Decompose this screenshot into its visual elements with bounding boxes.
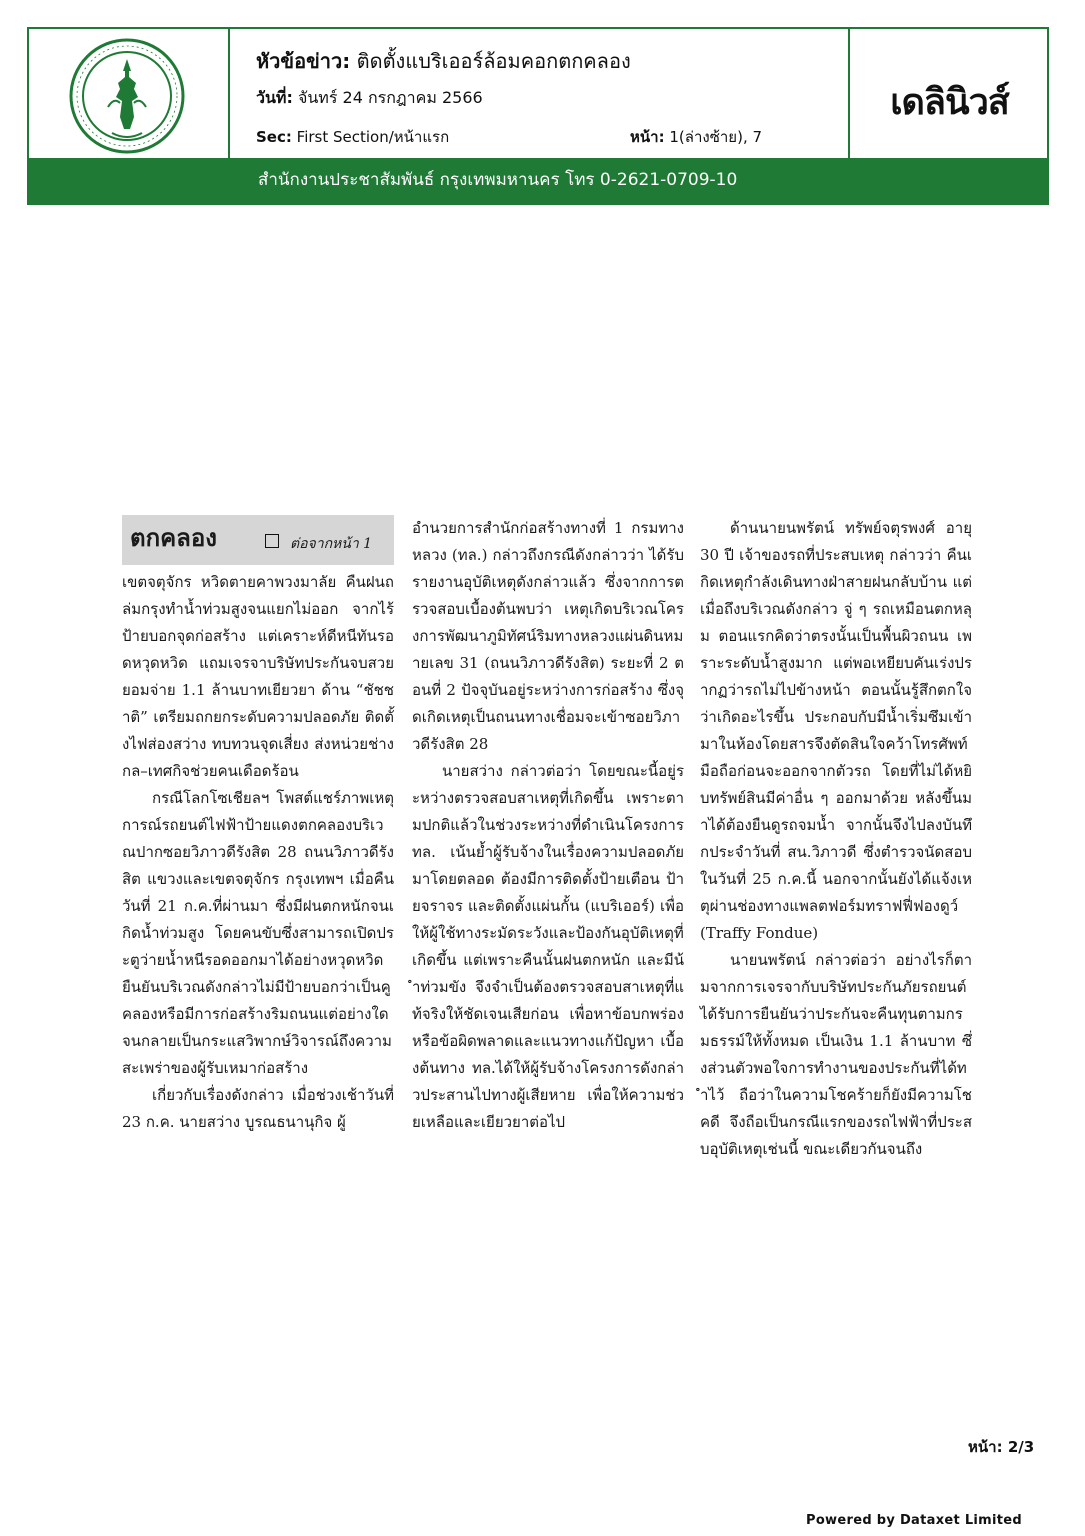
header-top-row (29, 29, 1047, 160)
logo-cell (29, 29, 230, 160)
article-column-1 (122, 515, 394, 1136)
page-ref-line (630, 125, 762, 149)
kicker-banner (122, 515, 394, 565)
section-label: Sec: (256, 128, 292, 146)
headline-line (256, 45, 631, 77)
paragraph: อำนวยการสำนักก่อสร้างทางที่ 1 กรมทางหลวง (ทล.) กล่าวถึงกรณีดังกล่าวว่า ได้รับรายงานอุบัติเหตุดังกล่าวแล้ว ซึ่งจากการตรวจสอบเบื้องต้นพบว่า เหตุเกิดบริเวณโครงการพัฒนาภูมิทัศน์ริมทางหลวงแผ่นดินหมายเลข 31 (ถนนวิภาวดีรังสิต) ระยะที่ 2 ตอนที่ 2 ปัจจุบันอยู่ระหว่างการก่อสร้าง ซึ่งจุดเกิดเหตุเป็นถนนทางเชื่อมจะเข้าซอยวิภาวดีรังสิต 28 (412, 519, 684, 753)
powered-by-credit: Powered by Dataxet Limited (806, 1513, 1023, 1528)
header-info (230, 29, 848, 160)
page-number (968, 1435, 1034, 1459)
section-line (256, 125, 449, 149)
page-number-value: 2/3 (1007, 1438, 1035, 1456)
date-line (256, 86, 483, 111)
paragraph: กรณีโลกโซเชียลฯ โพสต์แชร์ภาพเหตุการณ์รถยนต์ไฟฟ้าป้ายแดงตกคลองบริเวณปากซอยวิภาวดีรังสิต 28 ถนนวิภาวดีรังสิต แขวงและเขตจตุจักร กรุงเทพฯ เมื่อคืนวันที่ 21 ก.ค.ที่ผ่านมา ซึ่งมีฝนตกหนักจนเกิดน้ำท่วมสูง โดยคนขับซึ่งสามารถเปิดประตูว่ายน้ำหนีรอดออกมาได้อย่างหวุดหวิด ยืนยันบริเวณดังกล่าวไม่มีป้ายบอกว่าเป็นคูคลองหรือมีการก่อสร้างริมถนนแต่อย่างใด จนกลายเป็นกระแสวิพากษ์วิจารณ์ถึงความสะเพร่าของผู้รับเหมาก่อสร้าง (122, 789, 394, 1077)
clipping-header (27, 27, 1049, 205)
paragraph: เขตจตุจักร หวิดตายคาพวงมาลัย คืนฝนถล่มกรุงทำน้ำท่วมสูงจนแยกไม่ออก จากไร้ป้ายบอกจุดก่อสร้าง แต่เคราะห์ดีหนีทันรอดหวุดหวิด แถมเจรจาบริษัทประกันจบสวย ยอมจ่าย 1.1 ล้านบาทเยียวยา ด้าน “ชัชชาติ” เตรียมถกยกระดับความปลอดภัย ติดตั้งไฟส่องสว่าง ทบทวนจุดเสี่ยง ส่งหน่วยช่างกล–เทศกิจช่วยคนเดือดร้อน (122, 573, 394, 780)
paragraph: เกี่ยวกับเรื่องดังกล่าว เมื่อช่วงเช้าวันที่ 23 ก.ค. นายสว่าง บูรณธนานุกิจ ผู้ (122, 1086, 394, 1131)
page-ref-label: หน้า: (630, 128, 665, 146)
page-number-label: หน้า: (968, 1438, 1003, 1456)
square-bullet-icon (265, 534, 279, 548)
bma-seal-logo (68, 37, 186, 155)
paragraph: ด้านนายนพรัตน์ ทรัพย์จตุรพงศ์ อายุ 30 ปี เจ้าของรถที่ประสบเหตุ กล่าวว่า คืนเกิดเหตุกำลังเดินทางฝ่าสายฝนกลับบ้าน แต่เมื่อถึงบริเวณดังกล่าว จู่ ๆ รถเหมือนตกหลุม ตอนแรกคิดว่าตรงนั้นเป็นพื้นผิวถนน เพราะระดับน้ำสูงมาก แต่พอเหยียบคันเร่งปรากฏว่ารถไม่ไปข้างหน้า ตอนนั้นรู้สึกตกใจว่าเกิดอะไรขึ้น ประกอบกับมีน้ำเริ่มซึมเข้ามาในห้องโดยสารจึงตัดสินใจคว้าโทรศัพท์มือถือก่อนจะออกจากตัวรถ โดยที่ไม่ได้หยิบทรัพย์สินมีค่าอื่น ๆ ออกมาด้วย หลังขึ้นมาได้ต้องยืนดูรถจมน้ำ จากนั้นจึงไปลงบันทึกประจำวันที่ สน.วิภาวดี ซึ่งตำรวจนัดสอบในวันที่ 25 ก.ค.นี้ นอกจากนั้นยังได้แจ้งเหตุผ่านช่องทางแพลตฟอร์มทราฟฟี่ฟองดูว์ (Traffy Fondue) (700, 519, 972, 942)
paragraph: นายสว่าง กล่าวต่อว่า โดยขณะนี้อยู่ระหว่างตรวจสอบสาเหตุที่เกิดขึ้น เพราะตามปกติแล้วในช่วงระหว่างที่ดำเนินโครงการ ทล. เน้นย้ำผู้รับจ้างในเรื่องความปลอดภัยมาโดยตลอด ต้องมีการติดตั้งป้ายเตือน ป้ายจราจร และติดตั้งแผ่นกั้น (แบริเออร์) เพื่อให้ผู้ใช้ทางระมัดระวังและป้องกันอุบัติเหตุที่เกิดขึ้น แต่เพราะคืนนั้นฝนตกหนัก และมีน้ำท่วมขัง จึงจำเป็นต้องตรวจสอบสาเหตุที่แท้จริงให้ชัดเจนเสียก่อน เพื่อหาข้อบกพร่องหรือข้อผิดพลาดและแนวทางแก้ปัญหา เบื้องต้นทาง ทล.ได้ให้ผู้รับจ้างโครงการดังกล่าวประสานไปทางผู้เสียหาย เพื่อให้ความช่วยเหลือและเยียวยาต่อไป (412, 762, 684, 1131)
section-text: First Section/หน้าแรก (296, 128, 450, 146)
article-column-3 (700, 515, 972, 1163)
date-label: วันที่: (256, 88, 293, 107)
date-text: จันทร์ 24 กรกฎาคม 2566 (297, 88, 483, 107)
contact-bar: สำนักงานประชาสัมพันธ์ กรุงเทพมหานคร โทร 0-2621-0709-10 (29, 158, 1047, 203)
kicker-title: ตกคลอง (130, 524, 218, 552)
publication-name: เดลินิวส์ (890, 82, 1009, 123)
publication-cell (848, 29, 1049, 160)
continued-from-label: ต่อจากหน้า 1 (290, 536, 373, 552)
article-column-2 (412, 515, 684, 1136)
headline-label: หัวข้อข่าว: (256, 49, 351, 73)
page-ref-text: 1(ล่างซ้าย), 7 (669, 128, 763, 146)
paragraph: นายนพรัตน์ กล่าวต่อว่า อย่างไรก็ตามจากการเจรจากับบริษัทประกันภัยรถยนต์ได้รับการยืนยันว่าประกันจะคืนทุนตามกรมธรรม์ให้ทั้งหมด เป็นเงิน 1.1 ล้านบาท ซึ่งส่วนตัวพอใจการทำงานของประกันที่ได้ทำไว้ ถือว่าในความโชคร้ายก็ยังมีความโชคดี จึงถือเป็นกรณีแรกของรถไฟฟ้าที่ประสบอุบัติเหตุเช่นนี้ ขณะเดียวกันจนถึง (700, 951, 972, 1158)
article-body (122, 515, 982, 1175)
headline-text: ติดตั้งแบริเออร์ล้อมคอกตกคลอง (356, 49, 631, 73)
